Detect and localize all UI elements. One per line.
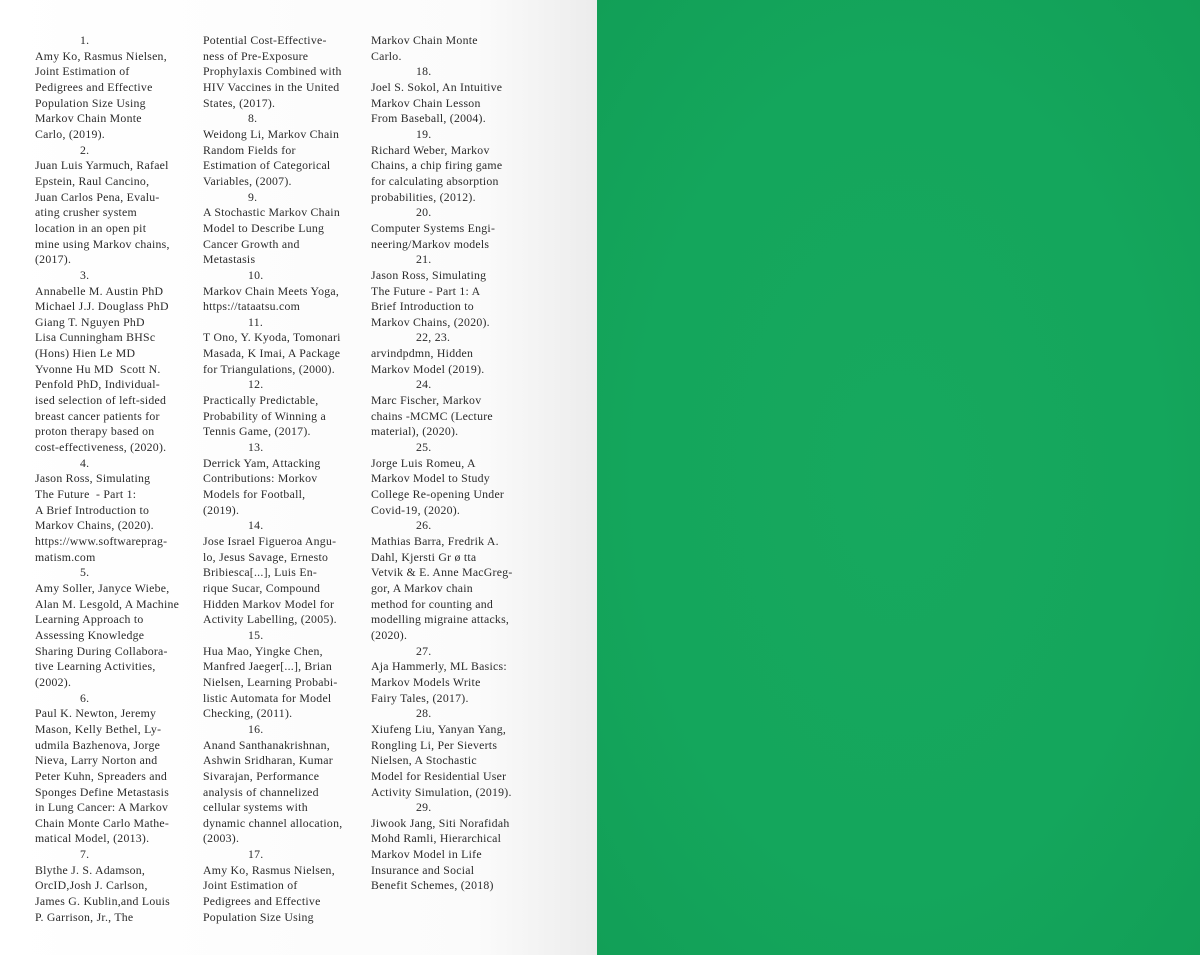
green-page bbox=[597, 0, 1200, 955]
reference-number: 14. bbox=[248, 518, 264, 533]
reference-text: Jose Israel Figueroa Angu- lo, Jesus Savage, Ernesto Bribiesca[...], Luis En- rique Sucar, Compound Hidden Markov Model for Activity Labelling, (2005). bbox=[203, 534, 337, 627]
reference-text: Mathias Barra, Fredrik A. Dahl, Kjersti Gr ø tta Vetvik & E. Anne MacGreg- gor, A Markov chain method for counting and modelling migraine attacks, (2020). bbox=[371, 534, 513, 642]
reference-text: Aja Hammerly, ML Basics: Markov Models Write Fairy Tales, (2017). bbox=[371, 659, 507, 705]
reference-text: Amy Ko, Rasmus Nielsen, Joint Estimation of Pedigrees and Effective Population Size Using bbox=[203, 862, 335, 924]
reference-number: 4. bbox=[80, 455, 90, 470]
reference-number: 29. bbox=[416, 800, 432, 815]
reference-text: arvindpdmn, Hidden Markov Model (2019). bbox=[371, 346, 485, 376]
reference-number: 8. bbox=[248, 111, 258, 126]
reference-text: Anand Santhanakrishnan, Ashwin Sridharan, Kumar Sivarajan, Performance analysis of channelized cellular systems with dynamic channel allocation, (2003). bbox=[203, 737, 343, 846]
reference-text: Markov Chain Meets Yoga, https://tataatsu.com bbox=[203, 283, 340, 314]
reference-text: Blythe J. S. Adamson, OrcID,Josh J. Carlson, James G. Kublin,and Louis P. Garrison, Jr., The bbox=[35, 862, 171, 924]
reference-number: 11. bbox=[248, 314, 264, 329]
reference-number: 6. bbox=[80, 690, 90, 705]
reference-text: Paul K. Newton, Jeremy Mason, Kelly Bethel, Ly- udmila Bazhenova, Jorge Nieva, Larry Norton and Peter Kuhn, Spreaders and Sponges Define Metastasis in Lung Cancer: A Markov Chain Monte Carlo Mathe- matical Model, (2013). bbox=[35, 706, 170, 846]
reference-text: Jiwook Jang, Siti Norafidah Mohd Ramli, Hierarchical Markov Model in Life Insurance and Social Benefit Schemes, (2018) bbox=[371, 815, 510, 893]
reference-number: 10. bbox=[248, 267, 264, 282]
reference-number: 3. bbox=[80, 267, 90, 282]
reference-text: Amy Soller, Janyce Wiebe, Alan M. Lesgold, A Machine Learning Approach to Assessing Knowledge Sharing During Collabora- tive Learning Activities, (2002). bbox=[35, 580, 180, 689]
reference-number: 21. bbox=[416, 252, 432, 267]
reference-text: Marc Fischer, Markov chains -MCMC (Lecture material), (2020). bbox=[371, 393, 493, 439]
reference-text: T Ono, Y. Kyoda, Tomonari Masada, K Imai, A Package for Triangulations, (2000). bbox=[203, 330, 341, 376]
reference-number: 22, 23. bbox=[416, 330, 451, 345]
reference-text: Joel S. Sokol, An Intuitive Markov Chain Lesson From Baseball, (2004). bbox=[371, 79, 503, 126]
reference-text: Derrick Yam, Attacking Contributions: Morkov Models for Football, (2019). bbox=[203, 455, 321, 517]
reference-number: 28. bbox=[416, 706, 432, 721]
reference-text: Annabelle M. Austin PhD Michael J.J. Douglass PhD Giang T. Nguyen PhD Lisa Cunningham BHSc (Hons) Hien Le MD Yvonne Hu MD Scott N. Penfold PhD, Individual- ised selection of left-sided breast cancer patients for proton therapy based on cost-effectiveness, (2020). bbox=[35, 283, 169, 455]
reference-number: 20. bbox=[416, 205, 432, 220]
reference-number: 27. bbox=[416, 643, 432, 658]
reference-text: Richard Weber, Markov Chains, a chip firing game for calculating absorption probabilities, (2012). bbox=[371, 142, 503, 204]
reference-number: 5. bbox=[80, 565, 90, 580]
reference-number: 2. bbox=[80, 142, 90, 157]
references-column-1 bbox=[35, 33, 179, 925]
reference-text: A Stochastic Markov Chain Model to Describe Lung Cancer Growth and Metastasis bbox=[203, 205, 340, 267]
reference-text: Jason Ross, Simulating The Future - Part 1: A Brief Introduction to Markov Chains, (2020). bbox=[371, 267, 490, 329]
reference-text: Jorge Luis Romeu, A Markov Model to Study College Re-opening Under Covid-19, (2020). bbox=[371, 455, 505, 517]
reference-text: Potential Cost-Effective- ness of Pre-Exposure Prophylaxis Combined with HIV Vaccines in the United States, (2017). bbox=[203, 33, 342, 110]
reference-text: Weidong Li, Markov Chain Random Fields for Estimation of Categorical Variables, (2007). bbox=[203, 126, 340, 188]
reference-number: 13. bbox=[248, 440, 264, 455]
reference-number: 16. bbox=[248, 721, 264, 736]
references-column-3 bbox=[371, 33, 513, 894]
reference-number: 12. bbox=[248, 377, 264, 392]
reference-number: 9. bbox=[248, 189, 258, 204]
reference-number: 25. bbox=[416, 440, 432, 455]
reference-number: 18. bbox=[416, 64, 432, 79]
reference-text: Practically Predictable, Probability of Winning a Tennis Game, (2017). bbox=[203, 393, 326, 439]
reference-text: Amy Ko, Rasmus Nielsen, Joint Estimation of Pedigrees and Effective Population Size Using Markov Chain Monte Carlo, (2019). bbox=[35, 48, 167, 141]
reference-number: 7. bbox=[80, 847, 90, 862]
reference-number: 24. bbox=[416, 377, 432, 392]
reference-text: Jason Ross, Simulating The Future - Part 1: A Brief Introduction to Markov Chains, (2020). https://www.softwareprag- matism.com bbox=[35, 471, 168, 564]
reference-number: 17. bbox=[248, 847, 264, 862]
references-column-2 bbox=[203, 33, 342, 925]
reference-text: Xiufeng Liu, Yanyan Yang, Rongling Li, Per Sieverts Nielsen, A Stochastic Model for Residential User Activity Simulation, (2019). bbox=[371, 721, 512, 799]
reference-text: Juan Luis Yarmuch, Rafael Epstein, Raul Cancino, Juan Carlos Pena, Evalu- ating crusher system location in an open pit mine using Markov chains, (2017). bbox=[35, 158, 170, 267]
reference-number: 1. bbox=[80, 33, 90, 47]
reference-page bbox=[0, 0, 597, 955]
reference-text: Markov Chain Monte Carlo. bbox=[371, 33, 478, 63]
reference-number: 15. bbox=[248, 627, 264, 642]
reference-text: Hua Mao, Yingke Chen, Manfred Jaeger[...], Brian Nielsen, Learning Probabi- listic Automata for Model Checking, (2011). bbox=[203, 643, 338, 721]
reference-number: 19. bbox=[416, 126, 432, 141]
reference-number: 26. bbox=[416, 518, 432, 533]
reference-text: Computer Systems Engi- neering/Markov models bbox=[371, 220, 496, 251]
